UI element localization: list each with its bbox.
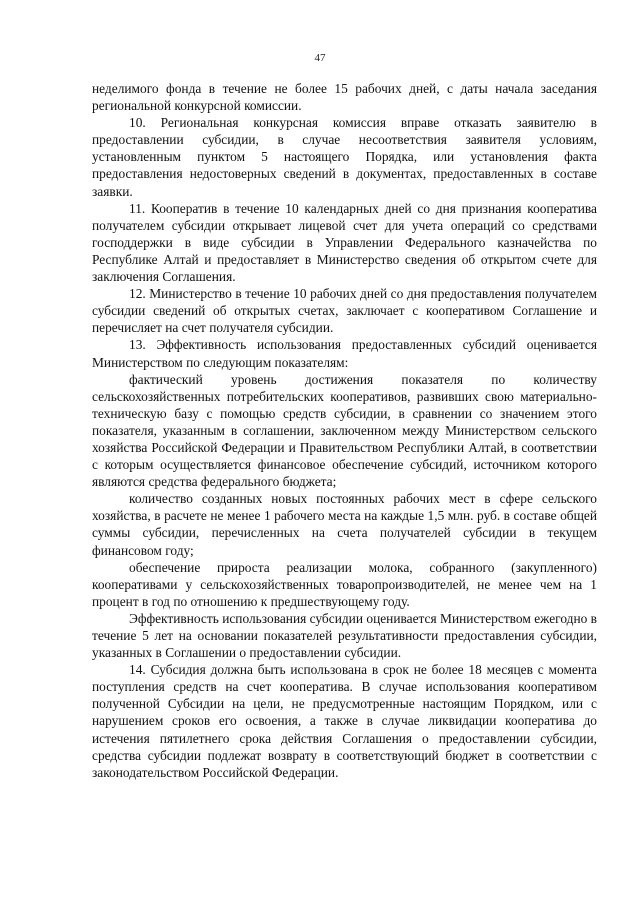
indicator-milk: обеспечение прироста реализации молока, собранного (закупленного) кооперативами у сельскохозяйственных товаропроизводителей, не менее чем на 1 процент в год по отношению к предшествующему году. (92, 559, 597, 609)
document-body (92, 80, 597, 781)
page-number: 47 (314, 52, 326, 64)
indicator-cooperatives: фактический уровень достижения показателя по количеству сельскохозяйственных потребительских кооперативов, развивших свою материально-техническую базу с помощью средств субсидии, в сравнении со значением этого показателя, указанным в соглашении, заключенном между Министерством сельского хозяйства Российской Федерации и Правительством Республики Алтай, в соответствии с которым осуществляется финансовое обеспечение субсидий, источником которого являются средства федерального бюджета; (92, 371, 597, 490)
indicator-jobs: количество созданных новых постоянных рабочих мест в сфере сельского хозяйства, в расчете не менее 1 рабочего места на каждые 1,5 млн. руб. в составе общей суммы субсидии, перечисленных на счета получателей субсидии в текущем финансовом году; (92, 491, 597, 558)
paragraph-item-14: 14. Субсидия должна быть использована в срок не более 18 месяцев с момента поступления средств на счет кооператива. В случае использования кооперативом полученной Субсидии на цели, не предусмотренные настоящим Порядком, или с нарушением сроков его освоения, а также в случае ликвидации кооператива до истечения пятилетнего срока действия Соглашения о предоставлении субсидии, средства субсидии подлежат возврату в соответствующий бюджет в соответствии с законодательством Российской Федерации. (92, 662, 597, 780)
paragraph-item-11: 11. Кооператив в течение 10 календарных дней со дня признания кооператива получателем субсидии открывает лицевой счет для учета операций со средствами господдержки в виде субсидии в Управлении Федерального казначейства по Республике Алтай и предоставляет в Министерство сведения об открытом счете для заключения Соглашения. (92, 200, 597, 285)
paragraph-item-10: 10. Региональная конкурсная комиссия вправе отказать заявителю в предоставлении субсидии, в случае несоответствия заявителя условиям, установленным пунктом 5 настоящего Порядка, или установления факта предоставления недостоверных сведений в документах, предоставленных в составе заявки. (92, 115, 597, 199)
paragraph-item-13: 13. Эффективность использования предоставленных субсидий оценивается Министерством по следующим показателям: (92, 337, 597, 370)
paragraph-continuation: неделимого фонда в течение не более 15 рабочих дней, с даты начала заседания региональной конкурсной комиссии. (92, 81, 597, 114)
paragraph-efficiency-assessment: Эффективность использования субсидии оценивается Министерством ежегодно в течение 5 лет на основании показателей результативности предоставления субсидии, указанных в Соглашении о предоставлении субсидии. (92, 610, 597, 661)
paragraph-item-12: 12. Министерство в течение 10 рабочих дней со дня предоставления получателем субсидии сведений об открытых счетах, заключает с кооперативом Соглашение и перечисляет на счет получателя субсидии. (92, 286, 597, 336)
